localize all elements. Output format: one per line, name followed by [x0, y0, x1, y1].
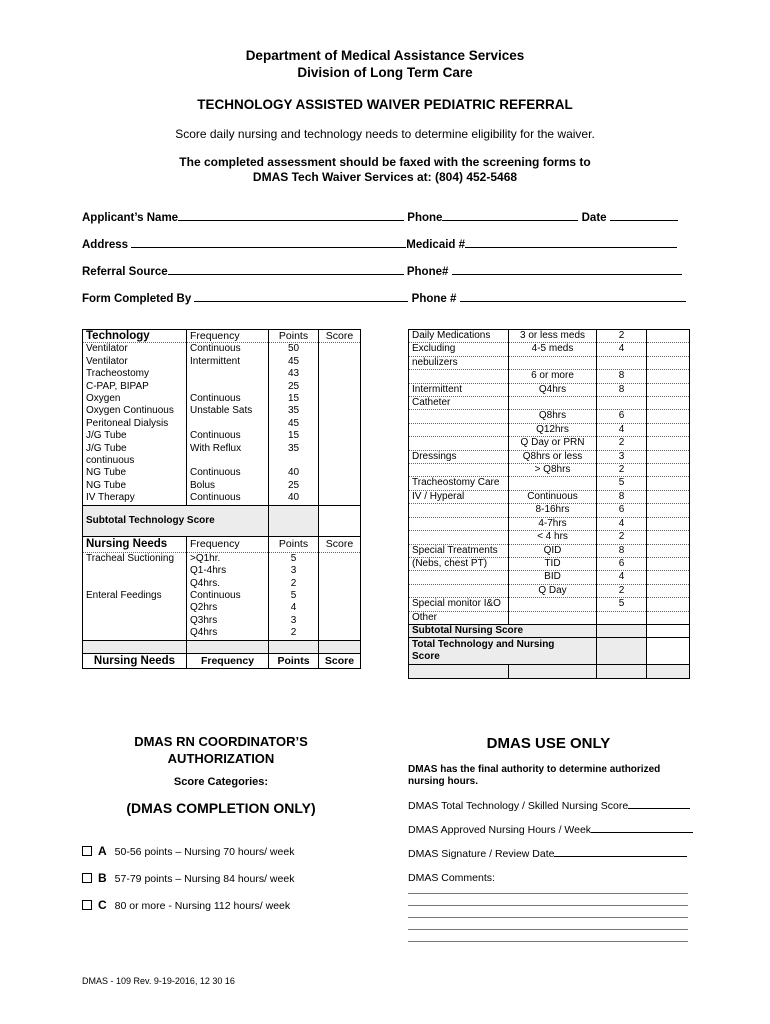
technology-frequency: Continuous	[187, 393, 269, 405]
service-points: 4	[597, 423, 647, 436]
service-frequency	[509, 477, 597, 490]
service-score-cell[interactable]	[647, 397, 690, 410]
form-header	[0, 47, 770, 81]
service-score-cell[interactable]	[647, 370, 690, 383]
technology-row	[83, 368, 361, 380]
dmas-total-score-label: DMAS Total Technology / Skilled Nursing Score	[408, 800, 629, 812]
service-item	[409, 584, 509, 597]
technology-score-cell[interactable]	[319, 480, 361, 492]
technology-frequency: With Reflux	[187, 443, 269, 455]
nursing-frequency: Q4hrs.	[187, 578, 269, 590]
service-item	[409, 571, 509, 584]
nursing-item	[83, 565, 187, 577]
service-score-cell[interactable]	[647, 464, 690, 477]
nursing-score-cell[interactable]	[319, 627, 361, 640]
technology-points	[269, 455, 319, 467]
technology-score-cell[interactable]	[319, 381, 361, 393]
service-item	[409, 423, 509, 436]
technology-item: NG Tube	[83, 480, 187, 492]
service-score-cell[interactable]	[647, 477, 690, 490]
technology-points: 15	[269, 430, 319, 442]
service-row	[409, 356, 690, 369]
service-frequency: Q12hrs	[509, 423, 597, 436]
service-row	[409, 598, 690, 611]
dmas-approved-hours-field[interactable]	[591, 832, 693, 833]
nursing-frequency: >Q1hr.	[187, 552, 269, 565]
nursing-needs-header: Nursing Needs	[83, 536, 187, 552]
service-points: 4	[597, 517, 647, 530]
fax-line-2: DMAS Tech Waiver Services at: (804) 452-5468	[252, 170, 518, 184]
nursing-points: 2	[269, 627, 319, 640]
nursing-row	[83, 615, 361, 627]
technology-item: Tracheostomy	[83, 368, 187, 380]
medicaid-label: Medicaid #	[406, 239, 466, 251]
service-frequency	[509, 356, 597, 369]
dmas-use-only-title: DMAS USE ONLY	[486, 735, 611, 752]
technology-item: J/G Tube	[83, 443, 187, 455]
service-score-cell[interactable]	[647, 611, 690, 624]
technology-points: 35	[269, 405, 319, 417]
technology-frequency: Continuous	[187, 430, 269, 442]
service-frequency: 4-5 meds	[509, 343, 597, 356]
score-category-text: 80 or more - Nursing 112 hours/ week	[114, 900, 291, 912]
service-score-cell[interactable]	[647, 544, 690, 557]
technology-header: Technology	[83, 330, 187, 343]
technology-frequency	[187, 455, 269, 467]
service-points: 4	[597, 343, 647, 356]
service-frequency: 3 or less meds	[509, 330, 597, 343]
technology-frequency: Continuous	[187, 492, 269, 505]
service-points: 2	[597, 584, 647, 597]
service-points: 6	[597, 557, 647, 570]
score-header: Score	[319, 330, 361, 343]
service-score-cell[interactable]	[647, 410, 690, 423]
service-item: Dressings	[409, 450, 509, 463]
service-score-cell[interactable]	[647, 423, 690, 436]
nursing-item	[83, 615, 187, 627]
technology-points: 40	[269, 467, 319, 479]
dmas-signature-row	[408, 848, 687, 860]
service-score-cell[interactable]	[647, 598, 690, 611]
technology-frequency	[187, 418, 269, 430]
service-score-cell[interactable]	[647, 383, 690, 396]
referral-phone-field[interactable]	[452, 274, 682, 275]
technology-points: 15	[269, 393, 319, 405]
service-item: (Nebs, chest PT)	[409, 557, 509, 570]
technology-points: 45	[269, 356, 319, 368]
technology-row	[83, 443, 361, 455]
comments-line-3[interactable]	[408, 917, 688, 918]
service-frequency: > Q8hrs	[509, 464, 597, 477]
service-item	[409, 531, 509, 544]
service-item: Catheter	[409, 397, 509, 410]
nursing-row	[83, 627, 361, 640]
rn-authorization-title	[82, 733, 360, 767]
service-row	[409, 383, 690, 396]
completed-by-phone-field[interactable]	[460, 301, 686, 302]
dmas-authority-note: DMAS has the final authority to determine authorized nursing hours.	[408, 764, 661, 787]
nursing-item: Enteral Feedings	[83, 590, 187, 602]
service-item: Other	[409, 611, 509, 624]
technology-score-cell[interactable]	[319, 356, 361, 368]
technology-row	[83, 467, 361, 479]
form-subtitle: Score daily nursing and technology needs to determine eligibility for the waiver.	[175, 127, 595, 141]
service-frequency: Q Day	[509, 584, 597, 597]
medicaid-field[interactable]	[465, 247, 677, 248]
nursing-score-footer: Score	[319, 653, 361, 668]
subtotal-technology-label: Subtotal Technology Score	[83, 505, 269, 536]
service-points: 8	[597, 544, 647, 557]
rn-authorization-title-line1: DMAS RN COORDINATOR’S	[134, 734, 308, 749]
service-frequency: 6 or more	[509, 370, 597, 383]
technology-item: continuous	[83, 455, 187, 467]
comments-line-5[interactable]	[408, 941, 688, 942]
nursing-score-cell[interactable]	[319, 615, 361, 627]
service-score-cell[interactable]	[647, 450, 690, 463]
service-score-cell[interactable]	[647, 531, 690, 544]
nursing-points: 5	[269, 552, 319, 565]
technology-frequency: Bolus	[187, 480, 269, 492]
service-item: Tracheostomy Care	[409, 477, 509, 490]
technology-item: IV Therapy	[83, 492, 187, 505]
phone-label: Phone	[407, 212, 443, 224]
nursing-needs-footer: Nursing Needs	[83, 653, 187, 668]
score-category-option	[82, 871, 294, 885]
technology-table	[82, 329, 361, 669]
service-points: 4	[597, 571, 647, 584]
subtotal-technology-points	[269, 505, 319, 536]
service-score-cell[interactable]	[647, 343, 690, 356]
service-item	[409, 464, 509, 477]
service-item	[409, 517, 509, 530]
nursing-item: Tracheal Suctioning	[83, 552, 187, 565]
technology-frequency: Unstable Sats	[187, 405, 269, 417]
service-item: Excluding	[409, 343, 509, 356]
nursing-score-header: Score	[319, 536, 361, 552]
technology-item: Ventilator	[83, 356, 187, 368]
nursing-item	[83, 578, 187, 590]
service-item: Special Treatments	[409, 544, 509, 557]
dmas-signature-field[interactable]	[554, 856, 687, 857]
service-frequency: 8-16hrs	[509, 504, 597, 517]
technology-item: Oxygen	[83, 393, 187, 405]
service-frequency: Q Day or PRN	[509, 437, 597, 450]
technology-row	[83, 430, 361, 442]
service-item: Daily Medications	[409, 330, 509, 343]
subtotal-nursing-label: Subtotal Nursing Score	[409, 624, 597, 637]
service-row	[409, 437, 690, 450]
nursing-frequency: Q2hrs	[187, 602, 269, 614]
service-frequency: Q4hrs	[509, 383, 597, 396]
service-row	[409, 584, 690, 597]
technology-score-cell[interactable]	[319, 430, 361, 442]
applicant-row	[82, 212, 678, 224]
service-row	[409, 611, 690, 624]
department-name: Department of Medical Assistance Services	[245, 48, 525, 63]
nursing-frequency: Q3hrs	[187, 615, 269, 627]
technology-points: 35	[269, 443, 319, 455]
completed-by-label: Form Completed By	[82, 293, 192, 305]
service-frequency: Continuous	[509, 490, 597, 503]
technology-row	[83, 393, 361, 405]
service-row	[409, 330, 690, 343]
referral-source-label: Referral Source	[82, 266, 168, 278]
technology-row	[83, 492, 361, 505]
service-score-cell[interactable]	[647, 490, 690, 503]
form-footer: DMAS - 109 Rev. 9-19-2016, 12 30 16	[82, 976, 235, 986]
nursing-score-cell[interactable]	[319, 602, 361, 614]
technology-score-cell[interactable]	[319, 368, 361, 380]
comments-line-2[interactable]	[408, 905, 688, 906]
points-header: Points	[269, 330, 319, 343]
service-row	[409, 397, 690, 410]
nursing-frequency-header: Frequency	[187, 536, 269, 552]
score-categories-label: Score Categories:	[173, 776, 269, 788]
nursing-score-cell[interactable]	[319, 578, 361, 590]
service-points: 2	[597, 437, 647, 450]
total-score-label	[409, 638, 597, 665]
service-points	[597, 356, 647, 369]
nursing-frequency: Continuous	[187, 590, 269, 602]
nursing-row	[83, 578, 361, 590]
nursing-row	[83, 565, 361, 577]
technology-points: 25	[269, 381, 319, 393]
applicant-name-field[interactable]	[178, 220, 404, 221]
service-row	[409, 477, 690, 490]
nursing-points: 3	[269, 565, 319, 577]
form-title: TECHNOLOGY ASSISTED WAIVER PEDIATRIC REFERRAL	[197, 97, 573, 112]
nursing-points: 5	[269, 590, 319, 602]
service-frequency: < 4 hrs	[509, 531, 597, 544]
dmas-approved-hours-label: DMAS Approved Nursing Hours / Week	[408, 824, 592, 836]
nursing-points: 3	[269, 615, 319, 627]
technology-item: Ventilator	[83, 343, 187, 356]
service-frequency	[509, 397, 597, 410]
referral-phone-label: Phone#	[406, 266, 449, 278]
service-item	[409, 370, 509, 383]
service-points	[597, 397, 647, 410]
nursing-frequency: Q1-4hrs	[187, 565, 269, 577]
referral-source-field[interactable]	[168, 274, 404, 275]
service-points: 8	[597, 490, 647, 503]
subtotal-nursing-score[interactable]	[647, 624, 690, 637]
technology-row	[83, 455, 361, 467]
service-row	[409, 410, 690, 423]
nursing-points-header: Points	[269, 536, 319, 552]
service-points: 3	[597, 450, 647, 463]
service-row	[409, 531, 690, 544]
total-score-field[interactable]	[647, 638, 690, 665]
service-frequency	[509, 611, 597, 624]
service-score-cell[interactable]	[647, 356, 690, 369]
address-row	[82, 239, 677, 251]
dmas-signature-label: DMAS Signature / Review Date	[408, 848, 555, 860]
completed-by-row	[82, 293, 686, 305]
score-category-letter: A	[98, 844, 107, 858]
service-row	[409, 423, 690, 436]
technology-item: C-PAP, BIPAP	[83, 381, 187, 393]
completed-by-field[interactable]	[194, 301, 408, 302]
service-item: nebulizers	[409, 356, 509, 369]
score-category-checkbox[interactable]	[82, 873, 92, 883]
technology-points: 40	[269, 492, 319, 505]
service-points: 5	[597, 598, 647, 611]
service-points: 2	[597, 531, 647, 544]
service-score-cell[interactable]	[647, 504, 690, 517]
technology-score-cell[interactable]	[319, 405, 361, 417]
date-label: Date	[581, 212, 607, 224]
service-points	[597, 611, 647, 624]
service-score-cell[interactable]	[647, 437, 690, 450]
technology-row	[83, 381, 361, 393]
technology-score-cell[interactable]	[319, 443, 361, 455]
nursing-services-table	[408, 329, 690, 679]
total-score-label-line1: Total Technology and Nursing	[412, 639, 555, 651]
nursing-row	[83, 552, 361, 565]
dmas-total-score-row	[408, 800, 690, 812]
fax-instructions	[0, 155, 770, 185]
service-frequency: TID	[509, 557, 597, 570]
service-points: 2	[597, 330, 647, 343]
dmas-approved-hours-row	[408, 824, 693, 836]
nursing-frequency-footer: Frequency	[187, 653, 269, 668]
nursing-points-footer: Points	[269, 653, 319, 668]
score-category-letter: C	[98, 898, 107, 912]
phone-field[interactable]	[442, 220, 578, 221]
service-frequency: BID	[509, 571, 597, 584]
service-row	[409, 450, 690, 463]
date-field[interactable]	[610, 220, 678, 221]
technology-frequency: Continuous	[187, 467, 269, 479]
dmas-comments-label: DMAS Comments:	[408, 872, 495, 884]
service-frequency: 4-7hrs	[509, 517, 597, 530]
technology-score-cell[interactable]	[319, 418, 361, 430]
technology-item: Oxygen Continuous	[83, 405, 187, 417]
technology-item: NG Tube	[83, 467, 187, 479]
service-row	[409, 370, 690, 383]
technology-item: J/G Tube	[83, 430, 187, 442]
service-item: Intermittent	[409, 383, 509, 396]
nursing-score-cell[interactable]	[319, 590, 361, 602]
nursing-score-cell[interactable]	[319, 565, 361, 577]
score-category-option	[82, 844, 294, 858]
nursing-points: 2	[269, 578, 319, 590]
score-category-letter: B	[98, 871, 107, 885]
service-row	[409, 490, 690, 503]
address-label: Address	[82, 239, 129, 251]
score-category-text: 57-79 points – Nursing 84 hours/ week	[114, 873, 295, 885]
service-score-cell[interactable]	[647, 557, 690, 570]
frequency-header: Frequency	[187, 330, 269, 343]
technology-points: 50	[269, 343, 319, 356]
score-category-text: 50-56 points – Nursing 70 hours/ week	[114, 846, 295, 858]
service-score-cell[interactable]	[647, 584, 690, 597]
service-row	[409, 544, 690, 557]
technology-points: 25	[269, 480, 319, 492]
service-row	[409, 517, 690, 530]
technology-frequency	[187, 381, 269, 393]
technology-row	[83, 343, 361, 356]
service-score-cell[interactable]	[647, 517, 690, 530]
service-points: 8	[597, 370, 647, 383]
dmas-total-score-field[interactable]	[628, 808, 690, 809]
service-item: IV / Hyperal	[409, 490, 509, 503]
technology-score-cell[interactable]	[319, 467, 361, 479]
technology-score-cell[interactable]	[319, 455, 361, 467]
technology-frequency	[187, 368, 269, 380]
nursing-item	[83, 627, 187, 640]
service-row	[409, 504, 690, 517]
completed-by-phone-label: Phone #	[411, 293, 457, 305]
service-points: 8	[597, 383, 647, 396]
nursing-item	[83, 602, 187, 614]
technology-row	[83, 418, 361, 430]
service-score-cell[interactable]	[647, 571, 690, 584]
service-row	[409, 557, 690, 570]
service-row	[409, 571, 690, 584]
subtotal-technology-score[interactable]	[319, 505, 361, 536]
nursing-frequency: Q4hrs	[187, 627, 269, 640]
service-frequency: QID	[509, 544, 597, 557]
service-frequency	[509, 598, 597, 611]
service-points: 6	[597, 504, 647, 517]
comments-line-4[interactable]	[408, 929, 688, 930]
address-field[interactable]	[131, 247, 406, 248]
technology-row	[83, 356, 361, 368]
technology-score-cell[interactable]	[319, 343, 361, 356]
service-item	[409, 410, 509, 423]
nursing-score-cell[interactable]	[319, 552, 361, 565]
score-category-checkbox[interactable]	[82, 900, 92, 910]
technology-score-cell[interactable]	[319, 393, 361, 405]
service-frequency: Q8hrs	[509, 410, 597, 423]
rn-authorization-title-line2: AUTHORIZATION	[167, 751, 275, 766]
service-row	[409, 343, 690, 356]
service-row	[409, 464, 690, 477]
service-item: Special monitor I&O	[409, 598, 509, 611]
technology-row	[83, 480, 361, 492]
technology-points: 45	[269, 418, 319, 430]
service-score-cell[interactable]	[647, 330, 690, 343]
service-item	[409, 437, 509, 450]
nursing-row	[83, 602, 361, 614]
applicant-name-label: Applicant’s Name	[82, 212, 179, 224]
technology-score-cell[interactable]	[319, 492, 361, 505]
dmas-completion-only: (DMAS COMPLETION ONLY)	[126, 800, 316, 816]
technology-item: Peritoneal Dialysis	[83, 418, 187, 430]
comments-line-1[interactable]	[408, 893, 688, 894]
service-points: 2	[597, 464, 647, 477]
nursing-row	[83, 590, 361, 602]
fax-line-1: The completed assessment should be faxed with the screening forms to	[179, 155, 591, 169]
referral-row	[82, 266, 682, 278]
technology-row	[83, 405, 361, 417]
score-category-checkbox[interactable]	[82, 846, 92, 856]
service-item	[409, 504, 509, 517]
technology-frequency: Continuous	[187, 343, 269, 356]
technology-points: 43	[269, 368, 319, 380]
service-frequency: Q8hrs or less	[509, 450, 597, 463]
technology-frequency: Intermittent	[187, 356, 269, 368]
division-name: Division of Long Term Care	[297, 65, 473, 80]
service-points: 6	[597, 410, 647, 423]
service-points: 5	[597, 477, 647, 490]
total-score-label-line2: Score	[412, 651, 440, 663]
nursing-points: 4	[269, 602, 319, 614]
score-category-option	[82, 898, 290, 912]
